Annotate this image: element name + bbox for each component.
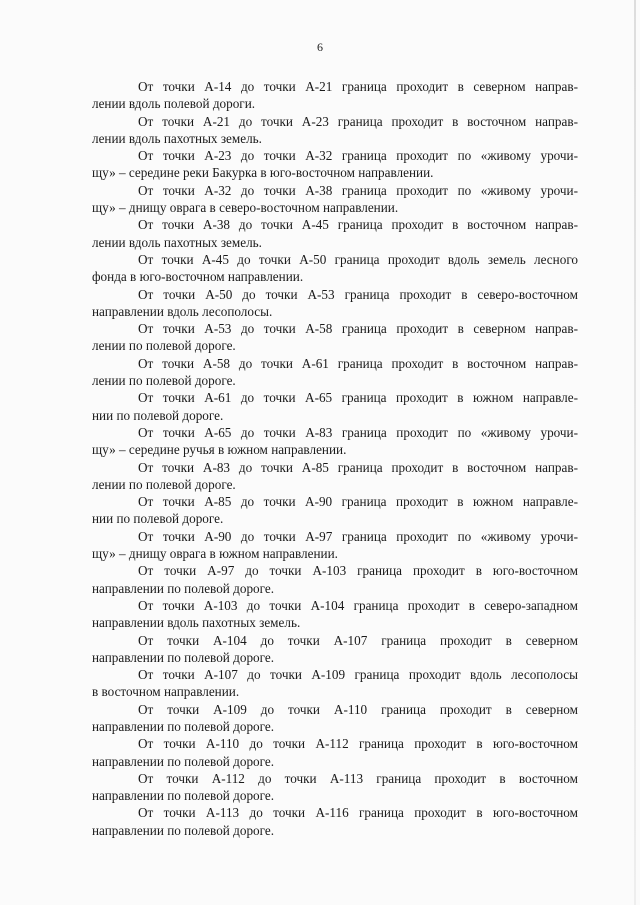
paragraph bbox=[92, 251, 578, 286]
paragraph-line-1: От точки А-83 до точки А-85 граница проходит в восточном направ- bbox=[138, 459, 578, 475]
paragraph bbox=[92, 389, 578, 424]
paragraph-line-1: От точки А-50 до точки А-53 граница проходит в северо-восточном bbox=[138, 286, 578, 302]
paragraph bbox=[92, 562, 578, 597]
paragraph bbox=[92, 216, 578, 251]
paragraph bbox=[92, 770, 578, 805]
paragraph bbox=[92, 355, 578, 390]
paragraph bbox=[92, 147, 578, 182]
paragraph-line-1: От точки А-65 до точки А-83 граница проходит по «живому урочи- bbox=[138, 424, 578, 440]
page-number: 6 bbox=[317, 40, 323, 54]
paragraph-line-2: щу» – середине ручья в южном направлении. bbox=[92, 442, 347, 458]
paragraph-line-2: в восточном направлении. bbox=[92, 684, 240, 700]
paragraph bbox=[92, 182, 578, 217]
paragraph-line-2: нии по полевой дороге. bbox=[92, 511, 224, 527]
paragraph-line-2: направлении по полевой дороге. bbox=[92, 822, 275, 838]
paragraph-line-1: От точки А-85 до точки А-90 граница проходит в южном направле- bbox=[138, 494, 578, 510]
paragraph-line-2: лении по полевой дороге. bbox=[92, 373, 236, 389]
paragraph-line-2: лении вдоль пахотных земель. bbox=[92, 234, 262, 250]
paragraph bbox=[92, 701, 578, 736]
paragraph-line-1: От точки А-110 до точки А-112 граница проходит в юго-восточном bbox=[138, 736, 578, 752]
paragraph bbox=[92, 597, 578, 632]
paragraph-line-1: От точки А-38 до точки А-45 граница проходит в восточном направ- bbox=[138, 217, 578, 233]
paragraph bbox=[92, 113, 578, 148]
paragraph-line-1: От точки А-113 до точки А-116 граница проходит в юго-восточном bbox=[138, 805, 578, 821]
paragraph-line-2: лении по полевой дороге. bbox=[92, 338, 236, 354]
paragraph bbox=[92, 528, 578, 563]
paragraph-line-1: От точки А-103 до точки А-104 граница проходит в северо-западном bbox=[138, 597, 578, 613]
paragraph bbox=[92, 286, 578, 321]
paragraph-line-2: направлении вдоль лесополосы. bbox=[92, 303, 273, 319]
paragraph-line-2: нии по полевой дороге. bbox=[92, 407, 224, 423]
paragraph-line-1: От точки А-53 до точки А-58 граница проходит в северном направ- bbox=[138, 321, 578, 337]
paragraph-line-1: От точки А-90 до точки А-97 граница проходит по «живому урочи- bbox=[138, 528, 578, 544]
paragraph-line-2: лении вдоль полевой дороги. bbox=[92, 96, 256, 112]
paragraph bbox=[92, 459, 578, 494]
paragraph-line-1: От точки А-14 до точки А-21 граница проходит в северном направ- bbox=[138, 79, 578, 94]
paragraph-line-1: От точки А-61 до точки А-65 граница проходит в южном направле- bbox=[138, 390, 578, 406]
paragraph-line-1: От точки А-104 до точки А-107 граница проходит в северном bbox=[138, 632, 578, 648]
paragraph-line-2: направлении по полевой дороге. bbox=[92, 753, 275, 769]
paragraph bbox=[92, 320, 578, 355]
paragraph-line-1: От точки А-58 до точки А-61 граница проходит в восточном направ- bbox=[138, 355, 578, 371]
paragraph-line-2: щу» – днищу оврага в северо-восточном направлении. bbox=[92, 200, 399, 216]
paragraph-line-1: От точки А-21 до точки А-23 граница проходит в восточном направ- bbox=[138, 113, 578, 129]
paragraph-line-2: лении по полевой дороге. bbox=[92, 476, 236, 492]
paragraph-line-2: направлении вдоль пахотных земель. bbox=[92, 615, 301, 631]
paragraph-line-1: От точки А-45 до точки А-50 граница проходит вдоль земель лесного bbox=[138, 251, 578, 267]
paragraph-line-2: направлении по полевой дороге. bbox=[92, 718, 275, 734]
paragraph bbox=[92, 632, 578, 667]
document-body bbox=[92, 78, 578, 839]
paragraph bbox=[92, 735, 578, 770]
paragraph-line-1: От точки А-97 до точки А-103 граница проходит в юго-восточном bbox=[138, 563, 578, 579]
paragraph-line-2: фонда в юго-восточном направлении. bbox=[92, 269, 304, 285]
paragraph bbox=[92, 493, 578, 528]
paragraph bbox=[92, 78, 578, 113]
paragraph bbox=[92, 666, 578, 701]
paragraph-line-2: щу» – днищу оврага в южном направлении. bbox=[92, 546, 338, 562]
paragraph-line-1: От точки А-107 до точки А-109 граница проходит вдоль лесополосы bbox=[138, 667, 578, 683]
paragraph-line-2: направлении по полевой дороге. bbox=[92, 580, 275, 596]
paragraph-line-2: направлении по полевой дороге. bbox=[92, 788, 275, 804]
paragraph-line-2: лении вдоль пахотных земель. bbox=[92, 130, 262, 146]
scan-edge bbox=[634, 0, 636, 905]
paragraph-line-1: От точки А-32 до точки А-38 граница проходит по «живому урочи- bbox=[138, 182, 578, 198]
paragraph bbox=[92, 424, 578, 459]
paragraph-line-2: направлении по полевой дороге. bbox=[92, 649, 275, 665]
paragraph bbox=[92, 804, 578, 839]
paragraph-line-1: От точки А-112 до точки А-113 граница проходит в восточном bbox=[138, 770, 578, 786]
paragraph-line-1: От точки А-23 до точки А-32 граница проходит по «живому урочи- bbox=[138, 148, 578, 164]
paragraph-line-2: щу» – середине реки Бакурка в юго-восточном направлении. bbox=[92, 165, 434, 181]
paragraph-line-1: От точки А-109 до точки А-110 граница проходит в северном bbox=[138, 701, 578, 717]
